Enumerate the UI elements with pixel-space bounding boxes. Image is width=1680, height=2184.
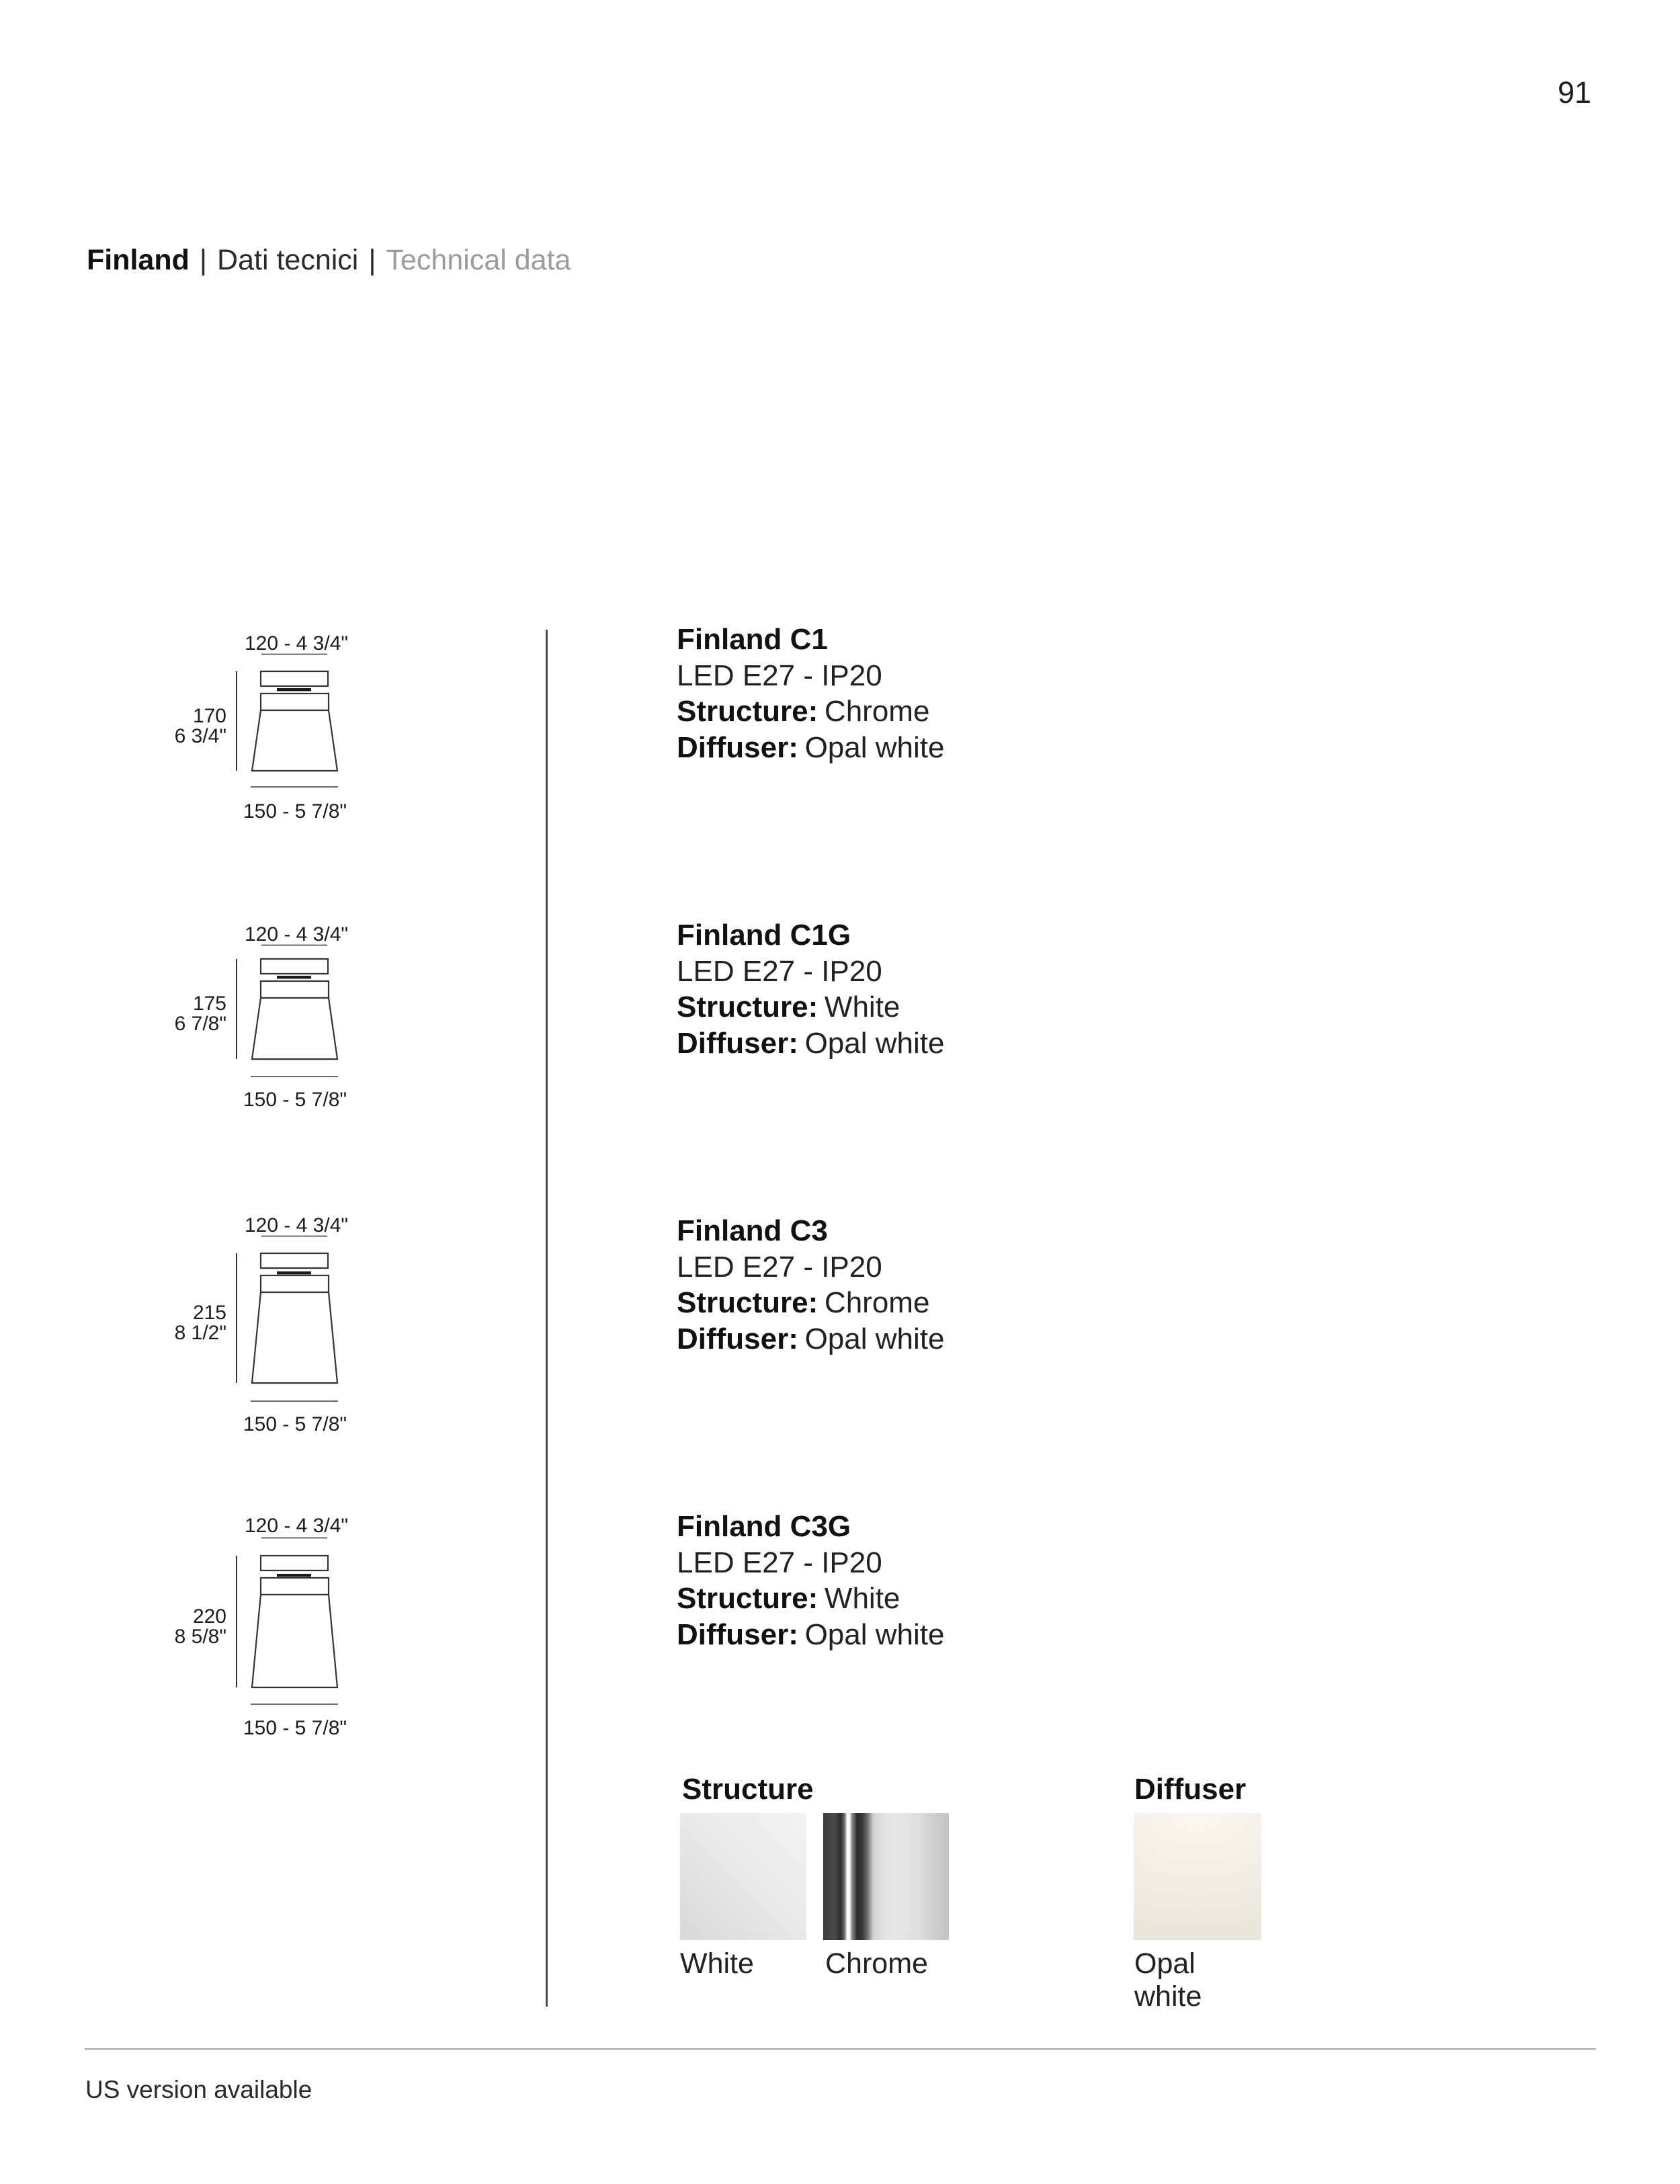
mount-bar — [277, 976, 311, 979]
structure-label: Structure: — [677, 1582, 818, 1615]
header-divider: | — [368, 244, 376, 276]
dimension-label-height — [94, 994, 226, 1034]
neck-rect — [261, 694, 329, 710]
dimension-label-top-width: 120 - 4 3/4" — [244, 1515, 349, 1537]
diffuser-value: Opal white — [804, 1322, 945, 1355]
diagram-finland-c1 — [228, 653, 349, 789]
product-lamp-spec: LED E27 - IP20 — [677, 659, 882, 692]
swatch-label-chrome: Chrome — [825, 1947, 928, 1980]
structure-label: Structure: — [677, 1286, 818, 1319]
diagram-finland-c3g — [228, 1537, 349, 1706]
diffuser-label: Diffuser: — [677, 1618, 798, 1651]
product-structure-spec — [677, 1581, 1114, 1617]
dimension-label-bottom-width: 150 - 5 7/8" — [243, 1717, 347, 1739]
neck-rect — [261, 1275, 329, 1292]
height-inches: 8 1/2" — [174, 1322, 226, 1344]
diagram-finland-c3 — [228, 1235, 349, 1403]
product-spec-finland-c1 — [677, 622, 1114, 765]
structure-finishes-title: Structure — [682, 1773, 814, 1806]
structure-value: Chrome — [824, 695, 930, 728]
shade-trapezoid — [252, 998, 337, 1059]
height-inches: 6 3/4" — [174, 725, 226, 747]
product-diffuser-spec — [677, 730, 1114, 766]
shade-trapezoid — [252, 1292, 337, 1383]
product-lamp-spec: LED E27 - IP20 — [677, 954, 882, 988]
footer-rule — [85, 2048, 1596, 2050]
dimension-label-top-width: 120 - 4 3/4" — [244, 923, 349, 946]
structure-value: White — [824, 991, 900, 1023]
diffuser-label: Diffuser: — [677, 1322, 798, 1355]
structure-label: Structure: — [677, 991, 818, 1023]
structure-value: Chrome — [824, 1286, 930, 1319]
diffuser-finishes-title: Diffuser — [1134, 1773, 1247, 1806]
header-section-english: Technical data — [386, 244, 571, 276]
product-spec-finland-c3g — [677, 1509, 1114, 1652]
diffuser-label: Diffuser: — [677, 730, 798, 764]
swatch-diffuser-opal-white — [1134, 1813, 1261, 1940]
swatch-label-opal-white: Opal white — [1134, 1947, 1202, 2013]
product-spec-finland-c3 — [677, 1213, 1114, 1357]
product-name: Finland C1G — [677, 919, 851, 952]
product-lamp-spec: LED E27 - IP20 — [677, 1546, 882, 1579]
diffuser-value: Opal white — [804, 730, 945, 764]
page-number: 91 — [1557, 75, 1591, 110]
dimension-label-top-width: 120 - 4 3/4" — [244, 1214, 349, 1236]
neck-rect — [261, 1578, 329, 1595]
footer-note: US version available — [85, 2076, 312, 2103]
diffuser-value: Opal white — [804, 1026, 945, 1060]
height-inches: 8 5/8" — [174, 1626, 226, 1648]
product-diffuser-spec — [677, 1321, 1114, 1357]
product-structure-spec — [677, 694, 1114, 730]
canopy-rect — [261, 1556, 328, 1570]
height-mm: 170 — [192, 705, 226, 727]
height-inches: 6 7/8" — [174, 1013, 226, 1035]
diffuser-value: Opal white — [804, 1618, 945, 1651]
neck-rect — [261, 981, 329, 998]
page-header — [87, 244, 571, 277]
dimension-label-bottom-width: 150 - 5 7/8" — [243, 1089, 347, 1111]
canopy-rect — [261, 959, 328, 974]
mount-bar — [277, 688, 311, 691]
swatch-label-white: White — [680, 1947, 754, 1980]
dimension-label-height — [94, 1303, 226, 1343]
dimension-label-bottom-width: 150 - 5 7/8" — [243, 800, 347, 823]
canopy-rect — [261, 1253, 328, 1268]
product-diffuser-spec — [677, 1025, 1114, 1062]
dimension-label-height — [94, 1607, 226, 1647]
column-divider-line — [546, 630, 548, 2007]
shade-trapezoid — [252, 1595, 337, 1687]
height-mm: 215 — [192, 1302, 226, 1324]
dimension-label-height — [94, 706, 226, 747]
shade-trapezoid — [252, 710, 337, 771]
swatch-structure-chrome — [823, 1813, 949, 1940]
product-diffuser-spec — [677, 1617, 1114, 1653]
header-product-name: Finland — [87, 244, 190, 276]
product-name: Finland C1 — [677, 623, 828, 656]
diagram-finland-c1g — [228, 944, 349, 1079]
mount-bar — [277, 1271, 311, 1275]
swatch-structure-white — [680, 1813, 806, 1940]
height-mm: 220 — [192, 1605, 226, 1628]
product-name: Finland C3 — [677, 1214, 828, 1247]
product-structure-spec — [677, 989, 1114, 1025]
dimension-label-bottom-width: 150 - 5 7/8" — [243, 1413, 347, 1435]
header-divider: | — [199, 244, 208, 276]
structure-label: Structure: — [677, 695, 818, 728]
product-spec-finland-c1g — [677, 917, 1114, 1061]
product-name: Finland C3G — [677, 1510, 851, 1543]
height-mm: 175 — [192, 993, 226, 1015]
diffuser-label: Diffuser: — [677, 1026, 798, 1060]
mount-bar — [277, 1574, 311, 1577]
product-lamp-spec: LED E27 - IP20 — [677, 1250, 882, 1284]
dimension-label-top-width: 120 - 4 3/4" — [244, 632, 349, 655]
structure-value: White — [824, 1582, 900, 1615]
header-section-italian: Dati tecnici — [217, 244, 359, 276]
product-structure-spec — [677, 1285, 1114, 1321]
canopy-rect — [261, 671, 328, 686]
